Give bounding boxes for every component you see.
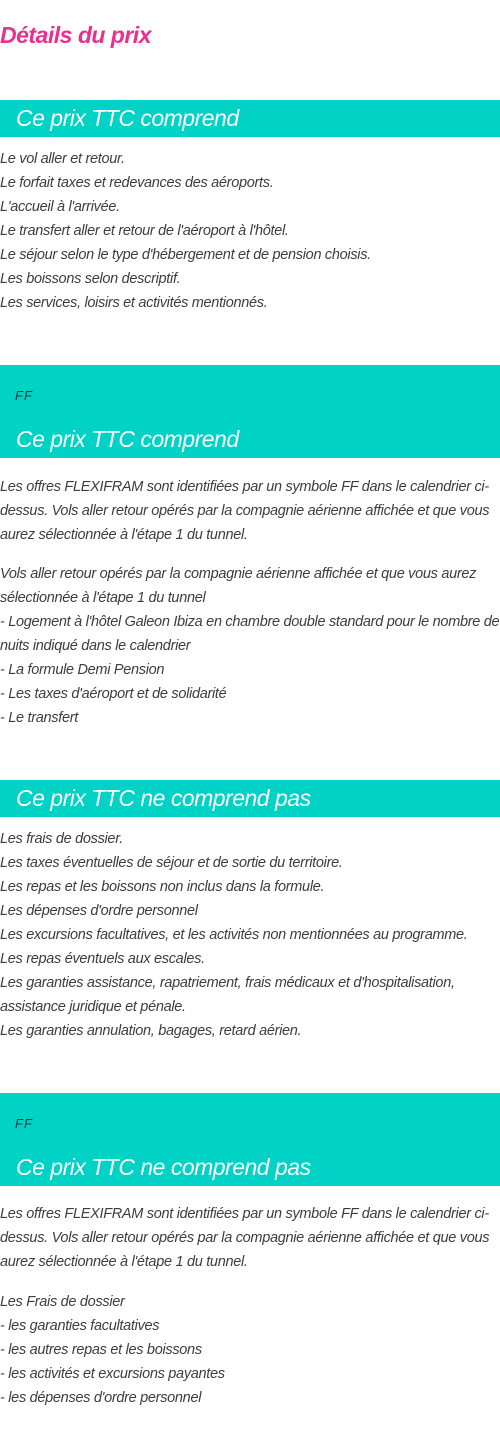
- list-item: Le vol aller et retour.: [0, 151, 125, 167]
- list-item: - Logement à l'hôtel Galeon Ibiza en chambre double standard pour le nombre de nuits indiqué dans le calendrier: [0, 614, 500, 654]
- list-item: Les garanties annulation, bagages, retard aérien.: [0, 1023, 302, 1039]
- intro-paragraph: Les offres FLEXIFRAM sont identifiées par un symbole FF dans le calendrier ci-dessus. Vols aller retour opérés par la compagnie aérienne affichée et que vous aurez sélectionnée à l'étape 1 du tunnel.: [0, 479, 490, 543]
- list-item: Les dépenses d'ordre personnel: [0, 903, 198, 919]
- section-title: Ce prix TTC ne comprend pas: [16, 785, 311, 811]
- list-item: Les boissons selon descriptif.: [0, 271, 181, 287]
- section-title: Ce prix TTC comprend: [16, 105, 239, 131]
- list-item: - les autres repas et les boissons: [0, 1342, 202, 1358]
- list-item: - les dépenses d'ordre personnel: [0, 1390, 202, 1406]
- list-item: L'accueil à l'arrivée.: [0, 199, 120, 215]
- list-item: Les taxes éventuelles de séjour et de sortie du territoire.: [0, 855, 343, 871]
- list-item: - les garanties facultatives: [0, 1318, 160, 1334]
- section-header-ff-excludes: [0, 1093, 500, 1186]
- ff-tag: FF: [15, 1116, 33, 1131]
- list-item: - les activités et excursions payantes: [0, 1366, 225, 1382]
- page-title: Détails du prix: [0, 22, 151, 48]
- list-item: Vols aller retour opérés par la compagnie aérienne affichée et que vous aurez sélectionnée à l'étape 1 du tunnel: [0, 566, 477, 606]
- list-item: Les repas éventuels aux escales.: [0, 951, 205, 967]
- ff-tag: FF: [15, 388, 33, 403]
- list-item: Les excursions facultatives, et les activités non mentionnées au programme.: [0, 927, 468, 943]
- section-title: Ce prix TTC ne comprend pas: [16, 1154, 311, 1180]
- section-header-excludes: [0, 780, 500, 817]
- ff-excludes-list: [0, 1290, 500, 1410]
- section-header-includes: [0, 100, 500, 137]
- includes-list: [0, 147, 500, 315]
- list-item: Les services, loisirs et activités mentionnés.: [0, 295, 268, 311]
- intro-paragraph: Les offres FLEXIFRAM sont identifiées par un symbole FF dans le calendrier ci-dessus. Vols aller retour opérés par la compagnie aérienne affichée et que vous aurez sélectionnée à l'étape 1 du tunnel.: [0, 1206, 490, 1270]
- ff-excludes-intro: [0, 1202, 500, 1274]
- ff-includes-list: [0, 562, 500, 730]
- excludes-list: [0, 827, 500, 1043]
- section-title: Ce prix TTC comprend: [16, 426, 239, 452]
- list-item: Le séjour selon le type d'hébergement et de pension choisis.: [0, 247, 371, 263]
- list-item: Le forfait taxes et redevances des aéroports.: [0, 175, 274, 191]
- list-item: Les garanties assistance, rapatriement, frais médicaux et d'hospitalisation, assistance juridique et pénale.: [0, 975, 455, 1015]
- list-item: - La formule Demi Pension: [0, 662, 165, 678]
- list-item: - Le transfert: [0, 710, 78, 726]
- list-item: Le transfert aller et retour de l'aéroport à l'hôtel.: [0, 223, 289, 239]
- list-item: Les frais de dossier.: [0, 831, 123, 847]
- ff-includes-intro: [0, 475, 500, 547]
- list-item: - Les taxes d'aéroport et de solidarité: [0, 686, 227, 702]
- section-header-ff-includes: [0, 365, 500, 458]
- list-item: Les Frais de dossier: [0, 1294, 125, 1310]
- list-item: Les repas et les boissons non inclus dans la formule.: [0, 879, 325, 895]
